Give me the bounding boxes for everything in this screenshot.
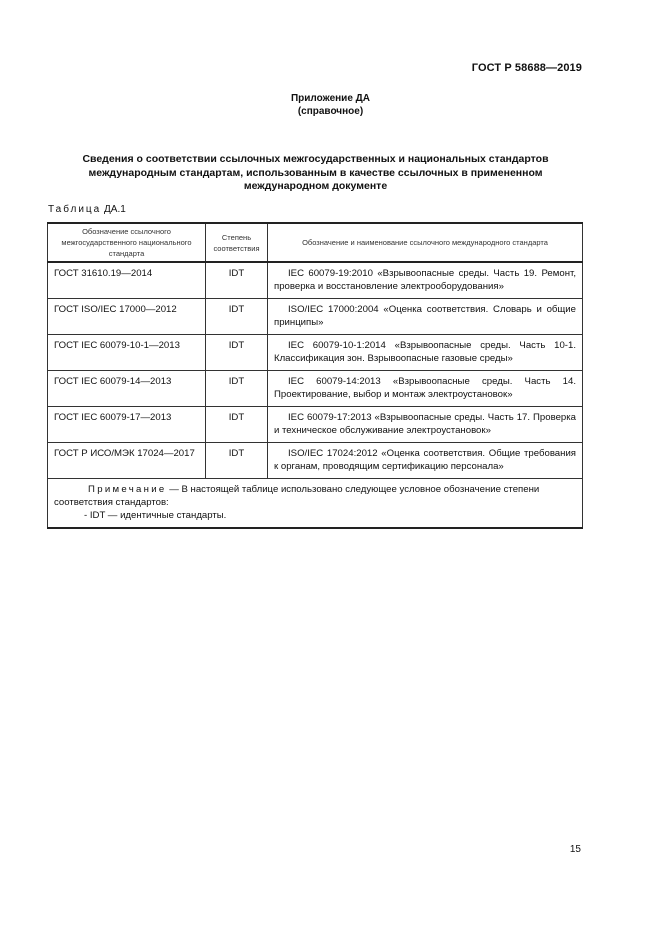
cell-international: IEC 60079-10-1:2014 «Взрывоопасные среды. Часть 10-1. Классификация зон. Взрывоопасные газовые среды» — [268, 335, 583, 371]
table-header-row — [48, 223, 583, 262]
cell-international: IEC 60079-19:2010 «Взрывоопасные среды. Часть 19. Ремонт, проверка и восстановление электрооборудования» — [268, 262, 583, 299]
cell-standard: ГОСТ IEC 60079-14—2013 — [48, 371, 206, 407]
section-title-line: международным стандартам, использованным в качестве ссылочных в примененном — [88, 166, 543, 179]
page-number: 15 — [569, 844, 581, 855]
standards-table — [47, 222, 583, 529]
header-degree: Степень соответствия — [206, 223, 268, 262]
cell-international: IEC 60079-17:2013 «Взрывоопасные среды. Часть 17. Проверка и техническое обслуживание электроустановок» — [268, 407, 583, 443]
cell-international: IEC 60079-14:2013 «Взрывоопасные среды. Часть 14. Проектирование, выбор и монтаж электроустановок» — [268, 371, 583, 407]
table-row — [48, 443, 583, 479]
cell-standard: ГОСТ IEC 60079-10-1—2013 — [48, 335, 206, 371]
table-note-row — [48, 479, 583, 529]
cell-degree: IDT — [206, 371, 268, 407]
table-row — [48, 371, 583, 407]
cell-degree: IDT — [206, 335, 268, 371]
cell-standard: ГОСТ Р ИСО/МЭК 17024—2017 — [48, 443, 206, 479]
document-code: ГОСТ Р 58688—2019 — [471, 62, 582, 74]
table-note — [48, 479, 583, 529]
table-row — [48, 299, 583, 335]
section-title-line: Сведения о соответствии ссылочных межгосударственных и национальных стандартов — [82, 153, 549, 165]
cell-international: ISO/IEC 17000:2004 «Оценка соответствия. Словарь и общие принципы» — [268, 299, 583, 335]
cell-standard: ГОСТ IEC 60079-17—2013 — [48, 407, 206, 443]
table-caption-id: ДА.1 — [104, 204, 126, 215]
note-item: - IDT — идентичные стандарты. — [84, 510, 227, 521]
note-body: — В настоящей таблице использовано следующее условное обозначение степени соответствия стандартов: — [54, 484, 540, 508]
table-caption-label: Таблица — [48, 204, 102, 215]
cell-standard: ГОСТ ISO/IEC 17000—2012 — [48, 299, 206, 335]
cell-degree: IDT — [206, 443, 268, 479]
table-caption — [48, 204, 126, 215]
cell-standard: ГОСТ 31610.19—2014 — [48, 262, 206, 299]
note-text — [54, 483, 576, 509]
header-international-standard: Обозначение и наименование ссылочного международного стандарта — [268, 223, 583, 262]
cell-degree: IDT — [206, 299, 268, 335]
appendix-heading — [0, 92, 661, 118]
appendix-subtitle: (справочное) — [297, 106, 364, 117]
cell-degree: IDT — [206, 407, 268, 443]
header-national-standard: Обозначение ссылочного межгосударственного национального стандарта — [48, 223, 206, 262]
table-row — [48, 262, 583, 299]
section-title — [52, 153, 579, 194]
table-row — [48, 335, 583, 371]
note-label: Примечание — [88, 484, 167, 495]
section-title-line: международном документе — [243, 180, 388, 192]
table-row — [48, 407, 583, 443]
cell-international: ISO/IEC 17024:2012 «Оценка соответствия. Общие требования к органам, проводящим сертификацию персонала» — [268, 443, 583, 479]
appendix-title: Приложение ДА — [290, 93, 371, 104]
cell-degree: IDT — [206, 262, 268, 299]
